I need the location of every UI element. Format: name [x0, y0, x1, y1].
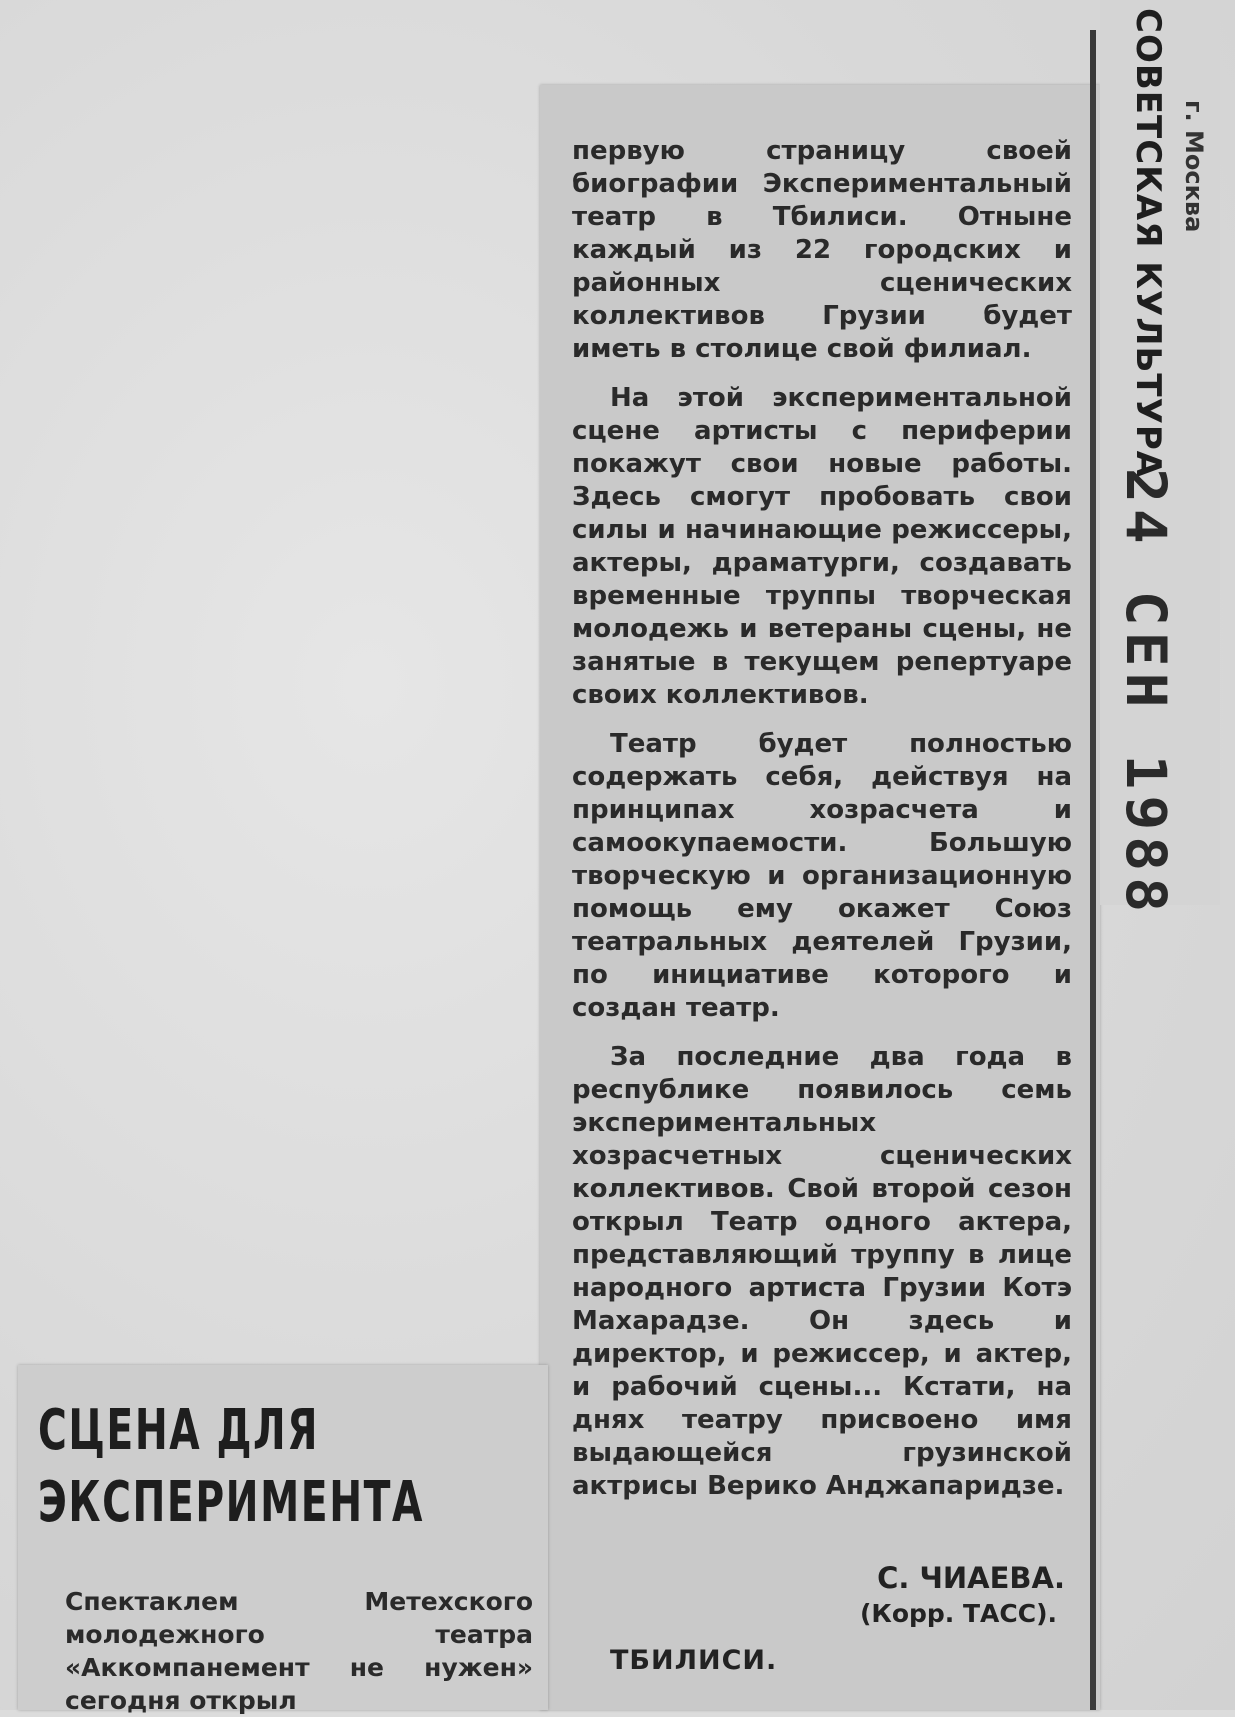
article-paragraph: На этой экспериментальной сцене артисты с периферии покажут свои новые работы. Здесь смогут пробовать свои силы и начинающие режиссеры, актеры, драматурги, создавать временные труппы творческая молодежь и ветераны сцены, не занятые в текущем репертуаре своих коллективов. — [572, 383, 1072, 710]
article-paragraph: За последние два года в республике появилось семь экспериментальных хозрасчетных сценических коллективов. Свой второй сезон открыл Театр одного актера, представляющий труппу в лице народного артиста Грузии Котэ Махарадзе. Он здесь и директор, и режиссер, и актер, и рабочий сцены... Кстати, на днях театру присвоено имя выдающейся грузинской актрисы Верико Анджапаридзе. — [572, 1042, 1072, 1501]
article-paragraph: первую страницу своей биографии Экспериментальный театр в Тбилиси. Отныне каждый из 22 городских и районных сценических коллективов Грузии будет иметь в столице свой филиал. — [572, 136, 1072, 364]
author-name: С. ЧИАЕВА. — [877, 1561, 1065, 1595]
byline — [795, 1560, 1065, 1632]
agency-credit: (Корр. ТАСС). — [859, 1599, 1057, 1628]
newspaper-city: г. Москва — [1180, 100, 1208, 233]
headline-line: ЭКСПЕРИМЕНТА — [38, 1470, 425, 1535]
newspaper-name: СОВЕТСКАЯ КУЛЬТУРА — [1128, 8, 1168, 479]
date-stamp: 24 СЕН 1988 — [1113, 468, 1179, 919]
article-lead: Спектаклем Метехского молодежного театра «Аккомпанемент не нужен» сегодня открыл — [65, 1587, 533, 1715]
dateline: ТБИЛИСИ. — [610, 1645, 778, 1676]
column-rule — [1090, 30, 1096, 1710]
headline-line: СЦЕНА ДЛЯ — [38, 1398, 320, 1463]
article-headline — [38, 1395, 428, 1539]
article-paragraph: Театр будет полностью содержать себя, действуя на принципах хозрасчета и самоокупаемости. Большую творческую и организационную помощь ему окажет Союз театральных деятелей Грузии, по инициативе которого и создан театр. — [572, 729, 1072, 1023]
article-body — [572, 135, 1072, 1519]
